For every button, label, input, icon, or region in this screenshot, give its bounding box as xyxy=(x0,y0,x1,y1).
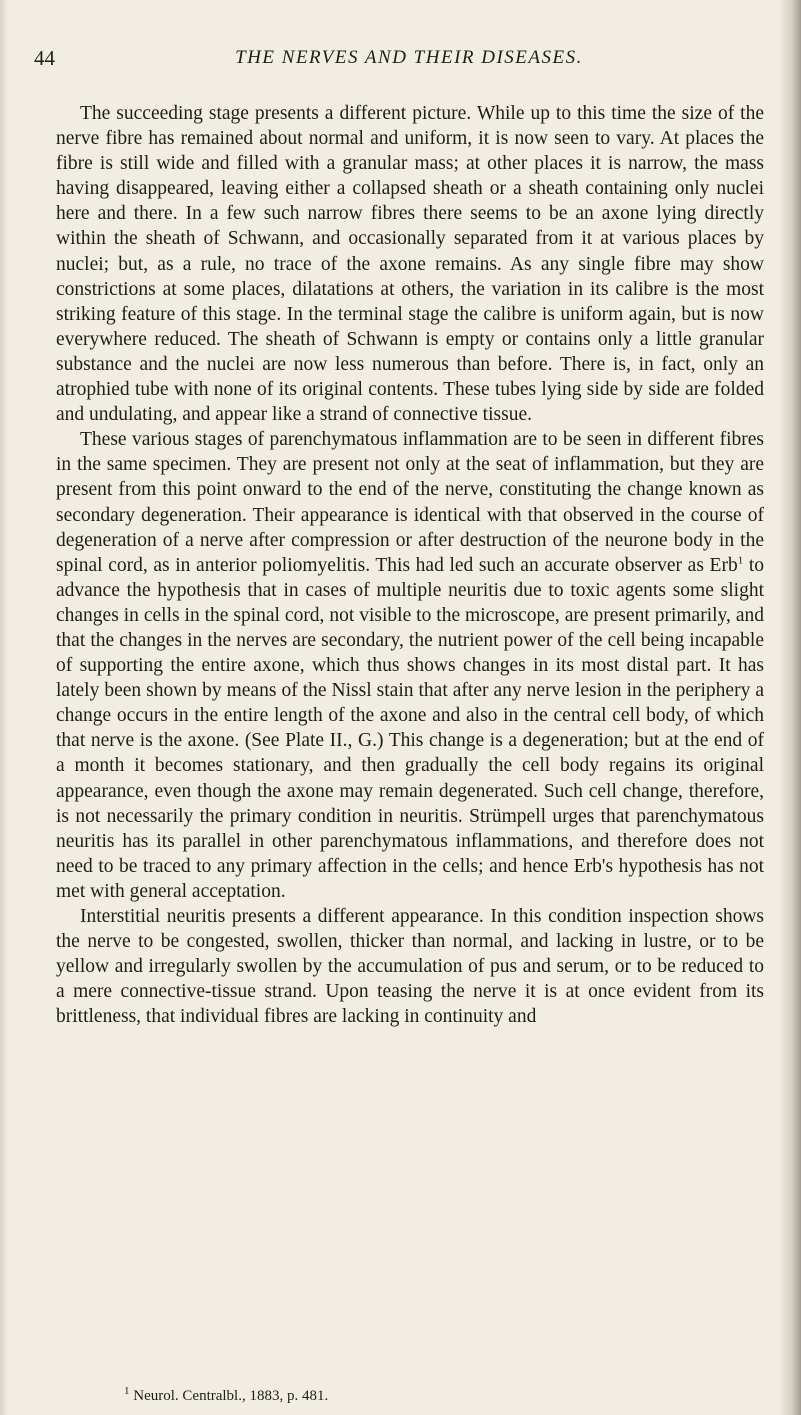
page-header xyxy=(34,46,764,76)
body-text xyxy=(56,101,764,1029)
paragraph-2 xyxy=(56,427,764,904)
paragraph-2-after: to advance the hypothesis that in cases of multiple neuritis due to toxic agents some slight changes in cells in the spinal cord, not visible to the microscope, are present primarily, and that the changes in the nerves are secondary, the nutrient power of the cell being incapable of supporting the entire axone, which thus shows changes in its most distal part. It has lately been shown by means of the Nissl stain that after any nerve lesion in the periphery a change occurs in the entire length of the axone and also in the central cell body, of which that nerve is the axone. (See Plate II., G.) This change is a degeneration; but at the end of a month it becomes stationary, and then gradually the cell body regains its original appearance, even though the axone may remain degenerated. Such cell change, therefore, is not necessarily the primary condition in neuritis. Strümpell urges that parenchymatous neuritis has its parallel in other parenchymatous inflammations, and therefore does not need to be traced to any primary affection in the cells; and hence Erb's hypothesis has not met with general acceptation. xyxy=(56,554,765,902)
footnote-text: Neurol. Centralbl., 1883, p. 481. xyxy=(129,1388,329,1404)
footnote-mark: 1 xyxy=(124,1385,130,1397)
footnote xyxy=(124,1385,329,1405)
page-gutter-shadow xyxy=(0,0,8,1415)
paragraph-1: The succeeding stage presents a different picture. While up to this time the size of the nerve fibre has remained about normal and uniform, it is now seen to vary. At places the fibre is still wide and filled with a granular mass; at other places it is narrow, the mass having disappeared, leaving either a collapsed sheath or a sheath containing only nuclei here and there. In a few such narrow fibres there seems to be an axone lying directly within the sheath of Schwann, and occasionally separated from it at various places by nuclei; but, as a rule, no trace of the axone remains. As any single fibre may show constrictions at some places, dilatations at others, the variation in its calibre is the most striking feature of this stage. In the terminal stage the calibre is uniform again, but is now everywhere reduced. The sheath of Schwann is empty or contains only a little granular substance and the nuclei are now less numerous than before. There is, in fact, only an atrophied tube with none of its original contents. These tubes lying side by side are folded and undulating, and appear like a strand of connective tissue. xyxy=(56,103,764,426)
footnote-reference[interactable]: 1 xyxy=(737,554,744,567)
paragraph-2-before: These various stages of parenchymatous inflammation are to be seen in different fibres in the same specimen. They are present not only at the seat of inflammation, but they are present from this point onward to the end of the nerve, constituting the change known as secondary degeneration. Their appearance is identical with that observed in the course of degeneration of a nerve after compression or after destruction of the neurone body in the spinal cord, as in anterior poliomyelitis. This had led such an accurate observer as Erb xyxy=(56,429,764,576)
page-number: 44 xyxy=(34,46,55,70)
running-title: THE NERVES AND THEIR DISEASES. xyxy=(235,47,583,68)
page-edge-shadow xyxy=(779,0,801,1415)
paragraph-3: Interstitial neuritis presents a different appearance. In this condition inspection shows the nerve to be congested, swollen, thicker than normal, and lacking in lustre, or to be yellow and irregularly swollen by the accumulation of pus and serum, or to be reduced to a mere connective-tissue strand. Upon teasing the nerve it is at once evident from its brittleness, that individual fibres are lacking in continuity and xyxy=(56,906,764,1028)
